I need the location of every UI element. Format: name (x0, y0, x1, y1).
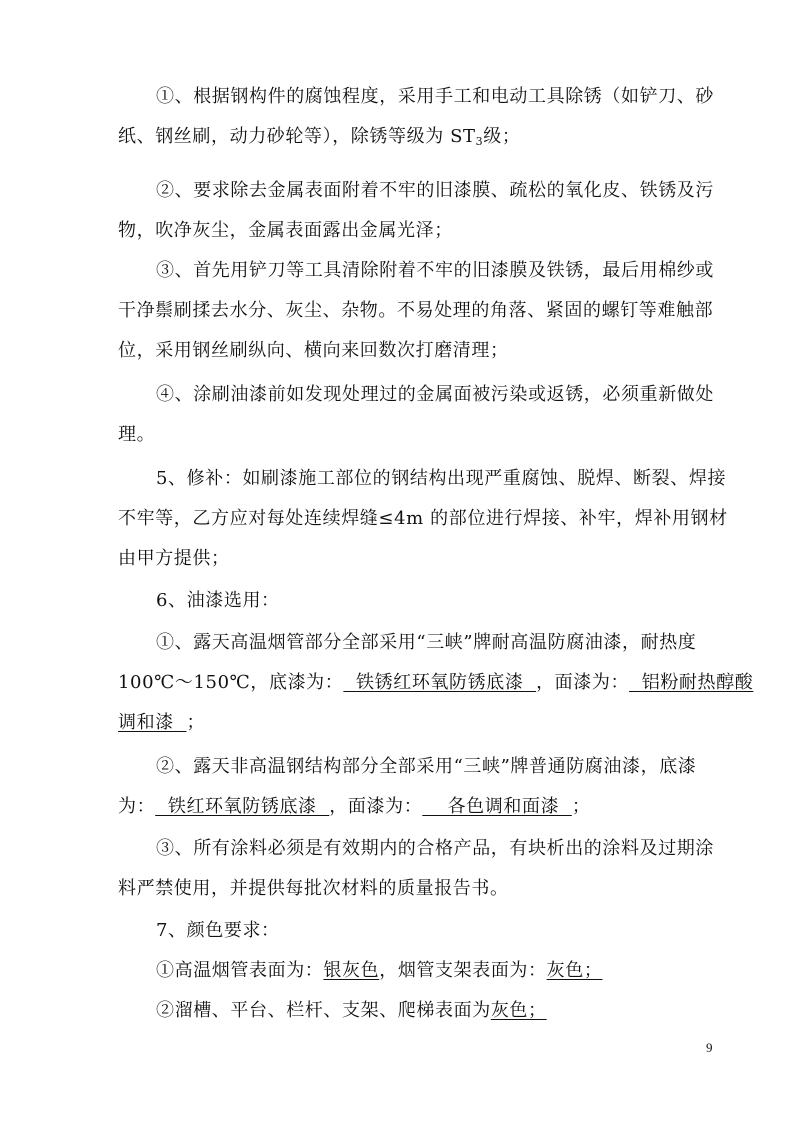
topcoat-spec-2: 各色调和面漆 (422, 796, 572, 817)
topcoat-spec: 铝粉耐热醇酸 (629, 672, 754, 693)
paint-item-3-line-2: 料严禁使用，并提供每批次材料的质量报告书。 (118, 878, 509, 899)
paint-item-1-line-2: 100℃～150℃，底漆为： 铁锈红环氧防锈底漆 ，面漆为： 铝粉耐热醇酸 (118, 672, 754, 693)
platform-color: 灰色； (490, 1000, 547, 1021)
rust-item-3-line-1: ③、首先用铲刀等工具清除附着不牢的旧漆膜及铁锈，最后用棉纱或 (156, 260, 714, 281)
primer-spec-2: 铁红环氧防锈底漆 (155, 796, 330, 817)
section-7-heading: 7、颜色要求： (156, 920, 280, 941)
section-5-line-3: 由甲方提供； (118, 548, 230, 569)
paint-item-1-line-1: ①、露天高温烟管部分全部采用“三峡”牌耐高温防腐油漆，耐热度 (156, 632, 697, 653)
rust-item-4-line-1: ④、涂刷油漆前如发现处理过的金属面被污染或返锈，必须重新做处 (156, 384, 714, 405)
section-6-heading: 6、油漆选用： (156, 590, 280, 611)
support-color: 灰色； (546, 960, 603, 981)
topcoat-spec-cont: 调和漆 (118, 712, 187, 733)
rust-item-4-line-2: 理。 (118, 424, 156, 445)
rust-item-2-line-2: 物，吹净灰尘，金属表面露出金属光泽； (118, 220, 453, 241)
section-5-line-2: 不牢等，乙方应对每处连续焊缝≤4m 的部位进行焊接、补牢，焊补用钢材 (118, 508, 728, 529)
chimney-color: 银灰色 (323, 960, 380, 981)
section-5-line-1: 5、修补：如刷漆施工部位的钢结构出现严重腐蚀、脱焊、断裂、焊接 (156, 468, 727, 489)
primer-spec: 铁锈红环氧防锈底漆 (343, 672, 537, 693)
color-item-2: ②溜槽、平台、栏杆、支架、爬梯表面为灰色； (156, 1000, 547, 1021)
paint-item-3-line-1: ③、所有涂料必须是有效期内的合格产品，有块析出的涂料及过期涂 (156, 838, 714, 859)
color-item-1: ①高温烟管表面为：银灰色，烟管支架表面为：灰色； (156, 960, 603, 981)
rust-item-1-line-2: 纸、钢丝刷，动力砂轮等），除锈等级为 $ST_3$级； (118, 126, 521, 148)
rust-item-2-line-1: ②、要求除去金属表面附着不牢的旧漆膜、疏松的氧化皮、铁锈及污 (156, 180, 714, 201)
rust-item-3-line-3: 位，采用钢丝刷纵向、横向来回数次打磨清理； (118, 340, 509, 361)
page-number: 9 (706, 1040, 713, 1055)
paint-item-1-line-3: 调和漆 ； (118, 712, 206, 733)
paint-item-2-line-1: ②、露天非高温钢结构部分全部采用“三峡”牌普通防腐油漆，底漆 (156, 756, 697, 777)
rust-item-3-line-2: 干净鬃刷揉去水分、灰尘、杂物。不易处理的角落、紧固的螺钉等难触部 (118, 300, 714, 321)
rust-item-1-line-1: ①、根据钢构件的腐蚀程度，采用手工和电动工具除锈（如铲刀、砂 (156, 86, 714, 107)
paint-item-2-line-2: 为： 铁红环氧防锈底漆 ，面漆为： 各色调和面漆 ； (118, 796, 591, 817)
